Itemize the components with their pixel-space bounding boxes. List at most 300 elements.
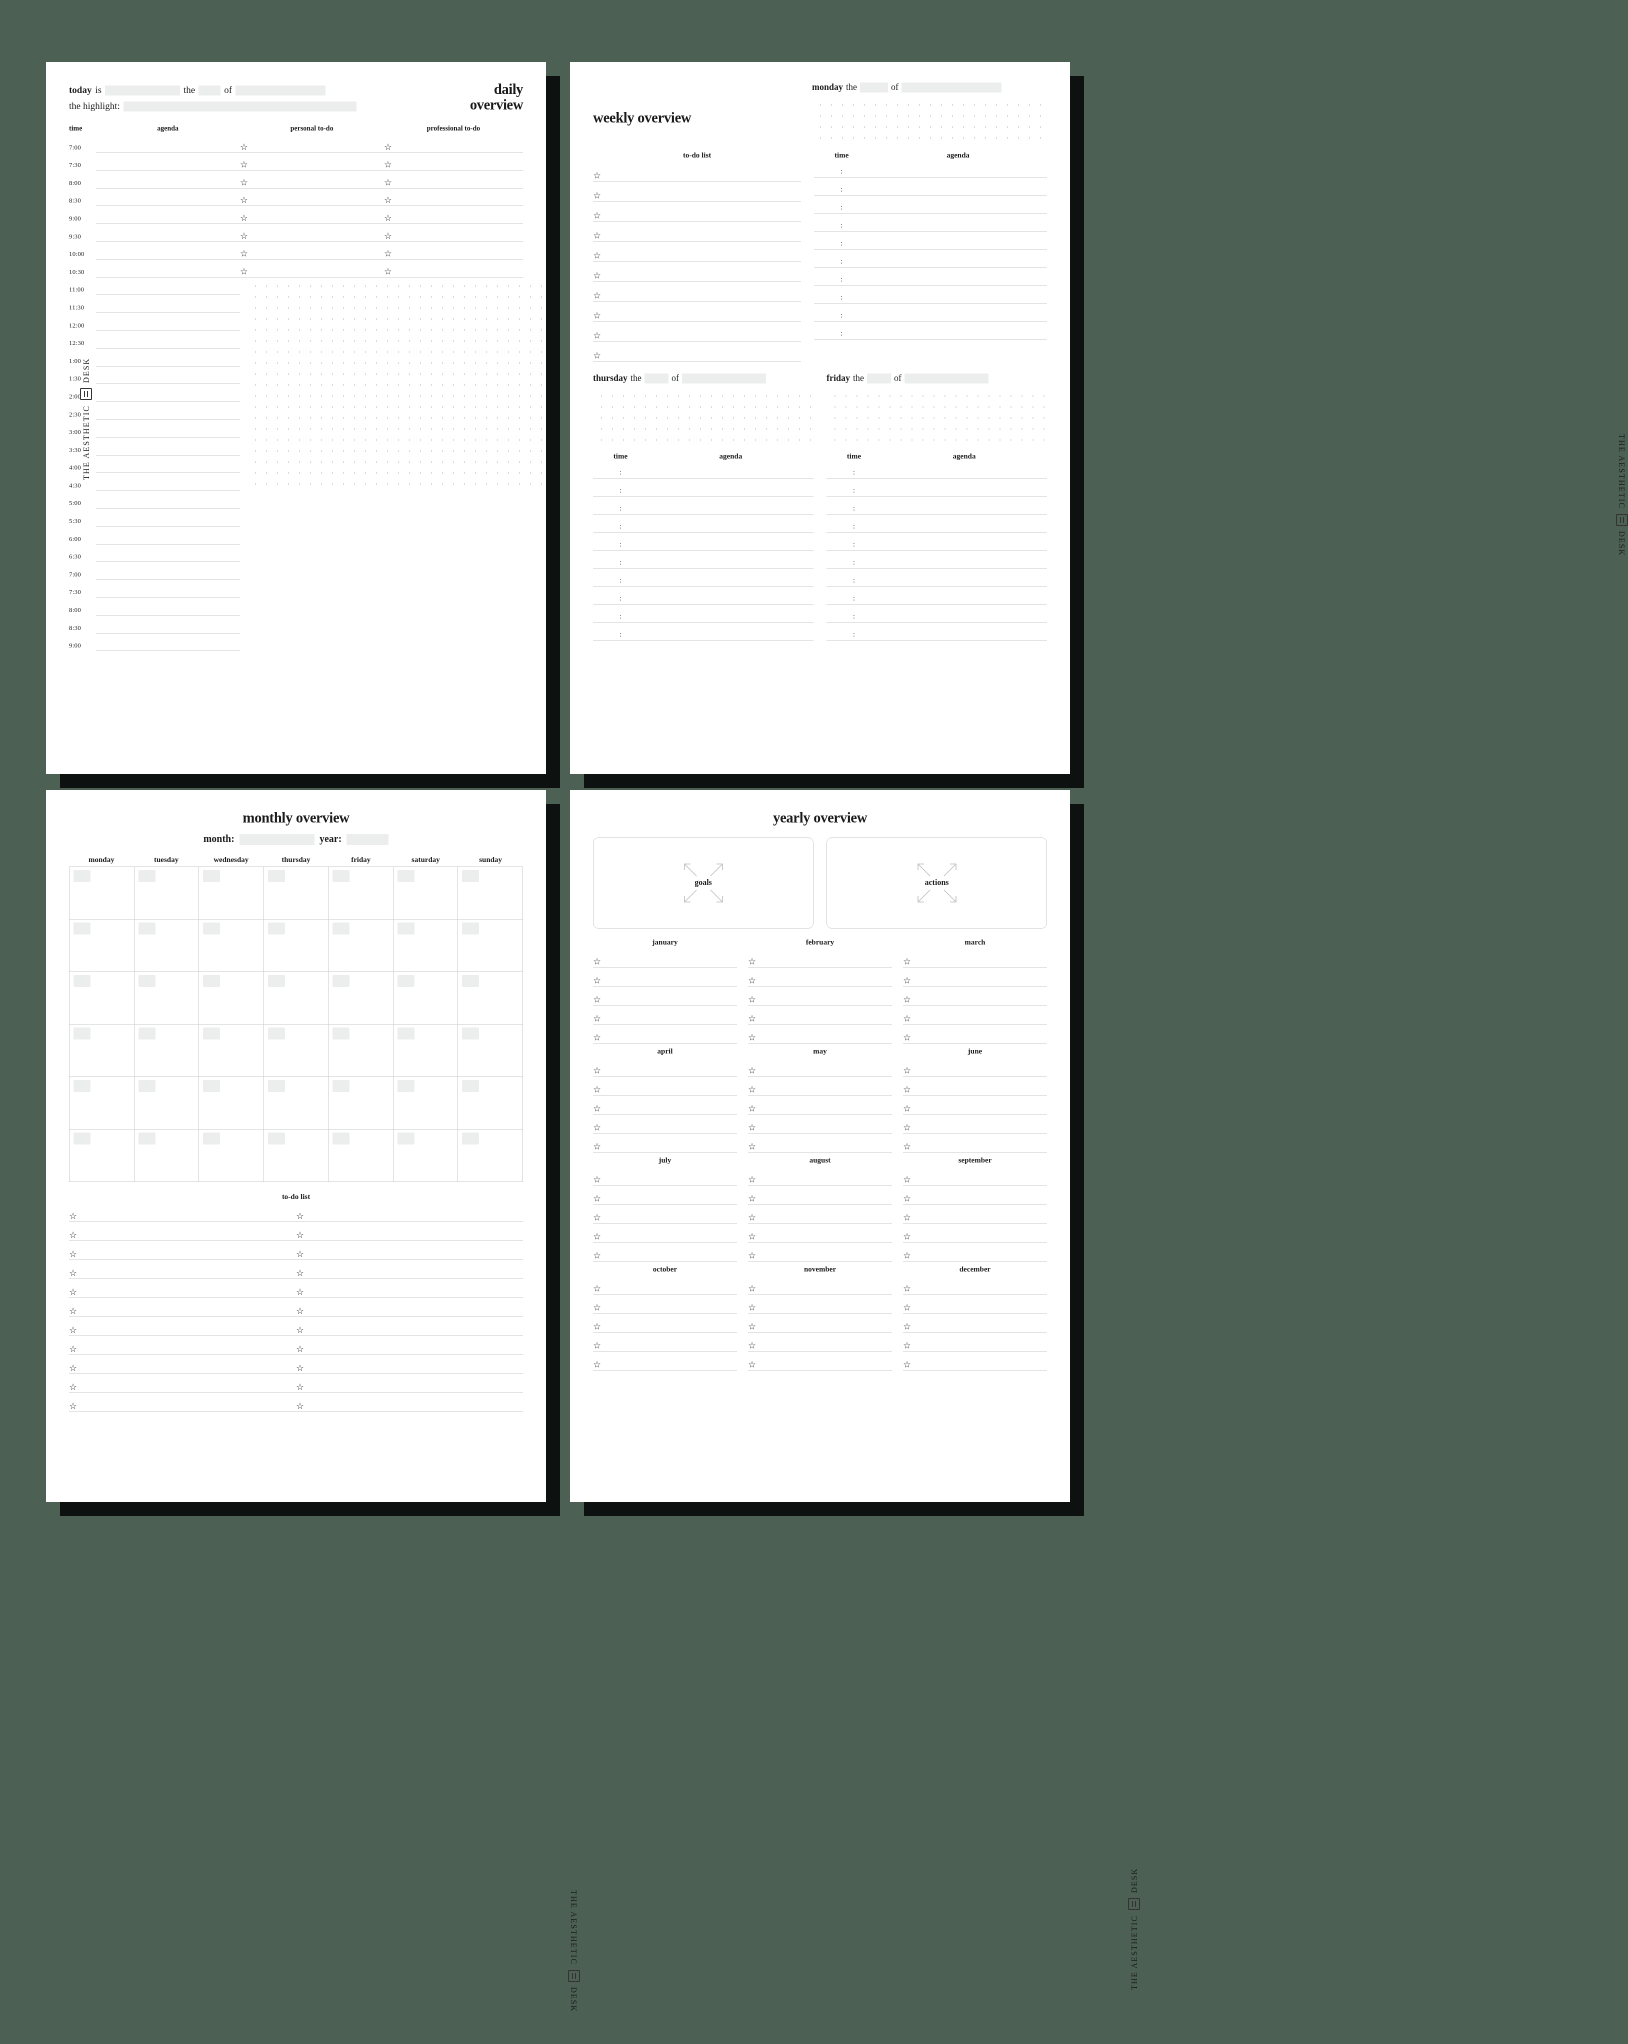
star-icon[interactable]: ☆: [69, 1325, 78, 1335]
calendar-day-cell[interactable]: [199, 1130, 264, 1183]
month-todo-row[interactable]: [593, 949, 737, 968]
weekly-todo-row[interactable]: [593, 342, 801, 362]
day-number-field[interactable]: [397, 870, 414, 882]
agenda-time-field[interactable]: :: [814, 286, 869, 304]
daily-agenda-field[interactable]: [96, 259, 240, 277]
star-icon[interactable]: ☆: [296, 1363, 305, 1373]
calendar-day-cell[interactable]: [264, 920, 329, 973]
star-icon[interactable]: ☆: [903, 1174, 912, 1185]
star-icon[interactable]: ☆: [383, 195, 392, 206]
day-number-field[interactable]: [462, 1133, 479, 1145]
agenda-time-field[interactable]: :: [593, 533, 648, 551]
month-todo-row[interactable]: [593, 968, 737, 987]
personal-todo-row[interactable]: [240, 240, 384, 259]
agenda-time-field[interactable]: :: [814, 322, 869, 340]
calendar-day-cell[interactable]: [134, 1130, 199, 1183]
agenda-time-field[interactable]: :: [814, 232, 869, 250]
star-icon[interactable]: ☆: [239, 177, 248, 188]
star-icon[interactable]: ☆: [903, 1283, 912, 1294]
agenda-text-field[interactable]: [882, 605, 1048, 623]
day-number-field[interactable]: [462, 1080, 479, 1092]
professional-todo-row[interactable]: [384, 240, 523, 259]
star-icon[interactable]: ☆: [748, 1065, 757, 1076]
calendar-day-cell[interactable]: [134, 972, 199, 1025]
day-number-field[interactable]: [268, 1133, 285, 1145]
monthly-todo-row[interactable]: [69, 1317, 296, 1336]
day-number-field[interactable]: [138, 975, 155, 987]
agenda-text-field[interactable]: [882, 623, 1048, 641]
day-number-field[interactable]: [138, 1080, 155, 1092]
star-icon[interactable]: ☆: [748, 1340, 757, 1351]
month-todo-row[interactable]: [903, 1352, 1047, 1371]
calendar-day-cell[interactable]: [329, 1077, 394, 1130]
monthly-todo-row[interactable]: [69, 1355, 296, 1374]
month-todo-row[interactable]: [903, 1276, 1047, 1295]
agenda-time-field[interactable]: :: [593, 569, 648, 587]
day-number-field[interactable]: [138, 870, 155, 882]
professional-todo-row[interactable]: [384, 151, 523, 170]
monthly-todo-row[interactable]: [296, 1203, 523, 1222]
star-icon[interactable]: ☆: [593, 170, 602, 181]
daily-agenda-field[interactable]: [96, 544, 240, 562]
calendar-day-cell[interactable]: [458, 972, 523, 1025]
star-icon[interactable]: ☆: [748, 1013, 757, 1024]
month-todo-row[interactable]: [903, 1077, 1047, 1096]
monthly-todo-row[interactable]: [296, 1222, 523, 1241]
agenda-time-field[interactable]: :: [814, 196, 869, 214]
star-icon[interactable]: ☆: [903, 1013, 912, 1024]
month-todo-row[interactable]: [748, 1134, 892, 1153]
calendar-day-cell[interactable]: [393, 1077, 458, 1130]
day-number-field[interactable]: [397, 1080, 414, 1092]
month-todo-row[interactable]: [903, 987, 1047, 1006]
daily-agenda-field[interactable]: [96, 188, 240, 206]
star-icon[interactable]: ☆: [296, 1211, 305, 1221]
star-icon[interactable]: ☆: [593, 1141, 602, 1152]
star-icon[interactable]: ☆: [748, 1193, 757, 1204]
agenda-text-field[interactable]: [648, 461, 814, 479]
star-icon[interactable]: ☆: [593, 1103, 602, 1114]
personal-todo-row[interactable]: [240, 151, 384, 170]
day-number-field[interactable]: [397, 1133, 414, 1145]
calendar-day-cell[interactable]: [264, 1130, 329, 1183]
month-todo-row[interactable]: [748, 1314, 892, 1333]
month-todo-row[interactable]: [593, 1276, 737, 1295]
month-todo-row[interactable]: [903, 1134, 1047, 1153]
star-icon[interactable]: ☆: [593, 975, 602, 986]
star-icon[interactable]: ☆: [239, 248, 248, 259]
daily-agenda-field[interactable]: [96, 295, 240, 313]
personal-todo-row[interactable]: [240, 222, 384, 241]
weekly-todo-row[interactable]: [593, 302, 801, 322]
star-icon[interactable]: ☆: [239, 195, 248, 206]
calendar-day-cell[interactable]: [70, 920, 135, 973]
agenda-time-field[interactable]: :: [827, 497, 882, 515]
month-todo-row[interactable]: [903, 1224, 1047, 1243]
day-number-field[interactable]: [462, 870, 479, 882]
calendar-day-cell[interactable]: [70, 867, 135, 920]
day-number-field[interactable]: [333, 1028, 350, 1040]
star-icon[interactable]: ☆: [69, 1287, 78, 1297]
star-icon[interactable]: ☆: [69, 1344, 78, 1354]
month-todo-row[interactable]: [903, 1295, 1047, 1314]
day-number-field[interactable]: [203, 1028, 220, 1040]
month-todo-row[interactable]: [748, 1243, 892, 1262]
agenda-text-field[interactable]: [882, 551, 1048, 569]
agenda-time-field[interactable]: :: [593, 623, 648, 641]
thursday-month-field[interactable]: [682, 373, 766, 383]
calendar-day-cell[interactable]: [199, 920, 264, 973]
agenda-text-field[interactable]: [648, 515, 814, 533]
calendar-day-cell[interactable]: [393, 920, 458, 973]
star-icon[interactable]: ☆: [239, 266, 248, 277]
agenda-time-field[interactable]: :: [814, 304, 869, 322]
star-icon[interactable]: ☆: [903, 956, 912, 967]
calendar-day-cell[interactable]: [70, 1077, 135, 1130]
daily-agenda-field[interactable]: [96, 401, 240, 419]
day-number-field[interactable]: [268, 870, 285, 882]
day-number-field[interactable]: [333, 870, 350, 882]
star-icon[interactable]: ☆: [748, 1321, 757, 1332]
agenda-time-field[interactable]: :: [593, 587, 648, 605]
agenda-text-field[interactable]: [869, 178, 1047, 196]
daily-agenda-field[interactable]: [96, 562, 240, 580]
month-todo-row[interactable]: [903, 1058, 1047, 1077]
star-icon[interactable]: ☆: [748, 1174, 757, 1185]
month-todo-row[interactable]: [593, 1096, 737, 1115]
calendar-day-cell[interactable]: [393, 1130, 458, 1183]
professional-todo-row[interactable]: [384, 169, 523, 188]
star-icon[interactable]: ☆: [903, 1321, 912, 1332]
day-number-field[interactable]: [203, 1133, 220, 1145]
calendar-day-cell[interactable]: [264, 972, 329, 1025]
month-todo-row[interactable]: [903, 1006, 1047, 1025]
day-number-field[interactable]: [462, 923, 479, 935]
month-todo-row[interactable]: [748, 949, 892, 968]
month-todo-row[interactable]: [748, 1295, 892, 1314]
star-icon[interactable]: ☆: [903, 994, 912, 1005]
star-icon[interactable]: ☆: [296, 1268, 305, 1278]
personal-todo-row[interactable]: [240, 134, 384, 153]
calendar-day-cell[interactable]: [264, 1025, 329, 1078]
star-icon[interactable]: ☆: [383, 248, 392, 259]
star-icon[interactable]: ☆: [296, 1382, 305, 1392]
star-icon[interactable]: ☆: [593, 290, 602, 301]
day-number-field[interactable]: [268, 923, 285, 935]
agenda-time-field[interactable]: :: [593, 551, 648, 569]
month-todo-row[interactable]: [593, 1314, 737, 1333]
friday-date-field[interactable]: [867, 373, 891, 383]
daily-agenda-field[interactable]: [96, 135, 240, 153]
star-icon[interactable]: ☆: [383, 159, 392, 170]
goals-box[interactable]: [593, 838, 814, 929]
calendar-day-cell[interactable]: [393, 1025, 458, 1078]
star-icon[interactable]: ☆: [296, 1287, 305, 1297]
star-icon[interactable]: ☆: [903, 1340, 912, 1351]
star-icon[interactable]: ☆: [593, 1193, 602, 1204]
monthly-todo-row[interactable]: [69, 1222, 296, 1241]
month-todo-row[interactable]: [748, 987, 892, 1006]
star-icon[interactable]: ☆: [903, 1141, 912, 1152]
calendar-day-cell[interactable]: [264, 1077, 329, 1130]
monthly-todo-row[interactable]: [296, 1298, 523, 1317]
month-todo-row[interactable]: [748, 1006, 892, 1025]
month-todo-row[interactable]: [593, 1025, 737, 1044]
monthly-todo-row[interactable]: [69, 1203, 296, 1222]
star-icon[interactable]: ☆: [593, 190, 602, 201]
star-icon[interactable]: ☆: [593, 1283, 602, 1294]
agenda-time-field[interactable]: :: [827, 569, 882, 587]
agenda-text-field[interactable]: [648, 533, 814, 551]
star-icon[interactable]: ☆: [593, 1065, 602, 1076]
star-icon[interactable]: ☆: [593, 230, 602, 241]
month-todo-row[interactable]: [903, 1186, 1047, 1205]
day-number-field[interactable]: [74, 870, 91, 882]
day-number-field[interactable]: [333, 923, 350, 935]
day-number-field[interactable]: [203, 975, 220, 987]
monthly-todo-row[interactable]: [296, 1374, 523, 1393]
day-number-field[interactable]: [138, 1133, 155, 1145]
calendar-day-cell[interactable]: [70, 1025, 135, 1078]
agenda-text-field[interactable]: [648, 623, 814, 641]
agenda-text-field[interactable]: [869, 304, 1047, 322]
agenda-text-field[interactable]: [648, 479, 814, 497]
star-icon[interactable]: ☆: [748, 1141, 757, 1152]
star-icon[interactable]: ☆: [748, 1122, 757, 1133]
day-number-field[interactable]: [203, 923, 220, 935]
agenda-text-field[interactable]: [648, 551, 814, 569]
star-icon[interactable]: ☆: [593, 270, 602, 281]
agenda-text-field[interactable]: [882, 497, 1048, 515]
daily-agenda-field[interactable]: [96, 615, 240, 633]
star-icon[interactable]: ☆: [383, 212, 392, 223]
friday-dot-area[interactable]: [827, 388, 1048, 448]
agenda-time-field[interactable]: :: [814, 268, 869, 286]
star-icon[interactable]: ☆: [593, 210, 602, 221]
star-icon[interactable]: ☆: [748, 1250, 757, 1261]
agenda-text-field[interactable]: [648, 605, 814, 623]
personal-todo-row[interactable]: [240, 205, 384, 224]
agenda-time-field[interactable]: :: [593, 479, 648, 497]
agenda-time-field[interactable]: :: [593, 497, 648, 515]
month-todo-row[interactable]: [593, 1134, 737, 1153]
agenda-text-field[interactable]: [869, 286, 1047, 304]
daily-agenda-field[interactable]: [96, 437, 240, 455]
star-icon[interactable]: ☆: [593, 350, 602, 361]
day-number-field[interactable]: [74, 975, 91, 987]
calendar-day-cell[interactable]: [134, 920, 199, 973]
daily-agenda-field[interactable]: [96, 277, 240, 295]
calendar-day-cell[interactable]: [329, 1130, 394, 1183]
star-icon[interactable]: ☆: [903, 1359, 912, 1370]
calendar-day-cell[interactable]: [264, 867, 329, 920]
star-icon[interactable]: ☆: [383, 230, 392, 241]
weekly-todo-row[interactable]: [593, 222, 801, 242]
month-todo-row[interactable]: [593, 1224, 737, 1243]
agenda-text-field[interactable]: [882, 515, 1048, 533]
month-todo-row[interactable]: [593, 1077, 737, 1096]
monthly-todo-row[interactable]: [69, 1336, 296, 1355]
month-todo-row[interactable]: [593, 1352, 737, 1371]
monthly-todo-row[interactable]: [296, 1355, 523, 1374]
day-number-field[interactable]: [397, 975, 414, 987]
day-number-field[interactable]: [397, 1028, 414, 1040]
daily-agenda-field[interactable]: [96, 508, 240, 526]
star-icon[interactable]: ☆: [903, 1122, 912, 1133]
month-todo-row[interactable]: [593, 1167, 737, 1186]
month-todo-row[interactable]: [903, 1115, 1047, 1134]
month-todo-row[interactable]: [593, 1115, 737, 1134]
calendar-day-cell[interactable]: [329, 920, 394, 973]
day-number-field[interactable]: [397, 923, 414, 935]
star-icon[interactable]: ☆: [593, 1359, 602, 1370]
monthly-todo-row[interactable]: [296, 1279, 523, 1298]
star-icon[interactable]: ☆: [69, 1401, 78, 1411]
month-todo-row[interactable]: [748, 1352, 892, 1371]
day-number-field[interactable]: [74, 1133, 91, 1145]
weekly-todo-row[interactable]: [593, 202, 801, 222]
agenda-text-field[interactable]: [882, 461, 1048, 479]
monthly-todo-row[interactable]: [296, 1241, 523, 1260]
star-icon[interactable]: ☆: [748, 994, 757, 1005]
year-field[interactable]: [347, 834, 389, 845]
daily-agenda-field[interactable]: [96, 473, 240, 491]
month-todo-row[interactable]: [903, 1333, 1047, 1352]
star-icon[interactable]: ☆: [383, 141, 392, 152]
daily-agenda-field[interactable]: [96, 455, 240, 473]
calendar-day-cell[interactable]: [458, 1130, 523, 1183]
agenda-text-field[interactable]: [882, 479, 1048, 497]
monthly-todo-row[interactable]: [296, 1393, 523, 1412]
calendar-day-cell[interactable]: [393, 972, 458, 1025]
today-weekday-field[interactable]: [105, 86, 180, 96]
agenda-time-field[interactable]: :: [814, 250, 869, 268]
star-icon[interactable]: ☆: [748, 956, 757, 967]
day-number-field[interactable]: [462, 975, 479, 987]
day-number-field[interactable]: [333, 1133, 350, 1145]
star-icon[interactable]: ☆: [69, 1306, 78, 1316]
star-icon[interactable]: ☆: [69, 1249, 78, 1259]
daily-agenda-field[interactable]: [96, 223, 240, 241]
daily-agenda-field[interactable]: [96, 526, 240, 544]
daily-agenda-field[interactable]: [96, 579, 240, 597]
calendar-day-cell[interactable]: [458, 920, 523, 973]
agenda-time-field[interactable]: :: [827, 479, 882, 497]
month-todo-row[interactable]: [748, 1333, 892, 1352]
star-icon[interactable]: ☆: [239, 212, 248, 223]
calendar-day-cell[interactable]: [134, 867, 199, 920]
weekly-todo-row[interactable]: [593, 262, 801, 282]
star-icon[interactable]: ☆: [296, 1344, 305, 1354]
star-icon[interactable]: ☆: [903, 1032, 912, 1043]
professional-todo-row[interactable]: [384, 205, 523, 224]
calendar-day-cell[interactable]: [329, 1025, 394, 1078]
monday-date-field[interactable]: [860, 82, 888, 92]
professional-todo-row[interactable]: [384, 187, 523, 206]
weekly-todo-row[interactable]: [593, 322, 801, 342]
star-icon[interactable]: ☆: [239, 230, 248, 241]
star-icon[interactable]: ☆: [903, 1103, 912, 1114]
star-icon[interactable]: ☆: [69, 1230, 78, 1240]
month-todo-row[interactable]: [593, 1205, 737, 1224]
agenda-time-field[interactable]: :: [827, 605, 882, 623]
month-todo-row[interactable]: [903, 1025, 1047, 1044]
daily-agenda-field[interactable]: [96, 206, 240, 224]
daily-agenda-field[interactable]: [96, 330, 240, 348]
daily-agenda-field[interactable]: [96, 152, 240, 170]
star-icon[interactable]: ☆: [748, 1302, 757, 1313]
month-todo-row[interactable]: [593, 1006, 737, 1025]
star-icon[interactable]: ☆: [593, 1122, 602, 1133]
star-icon[interactable]: ☆: [748, 1103, 757, 1114]
professional-todo-row[interactable]: [384, 258, 523, 277]
star-icon[interactable]: ☆: [748, 975, 757, 986]
monthly-todo-row[interactable]: [296, 1317, 523, 1336]
monthly-todo-row[interactable]: [69, 1279, 296, 1298]
agenda-text-field[interactable]: [648, 497, 814, 515]
calendar-day-cell[interactable]: [199, 1077, 264, 1130]
star-icon[interactable]: ☆: [593, 1013, 602, 1024]
agenda-time-field[interactable]: :: [827, 515, 882, 533]
daily-agenda-field[interactable]: [96, 348, 240, 366]
agenda-text-field[interactable]: [648, 587, 814, 605]
agenda-time-field[interactable]: :: [593, 605, 648, 623]
daily-agenda-field[interactable]: [96, 170, 240, 188]
agenda-text-field[interactable]: [648, 569, 814, 587]
weekly-todo-row[interactable]: [593, 242, 801, 262]
month-todo-row[interactable]: [748, 1186, 892, 1205]
weekly-todo-row[interactable]: [593, 162, 801, 182]
agenda-time-field[interactable]: :: [827, 587, 882, 605]
star-icon[interactable]: ☆: [748, 1212, 757, 1223]
month-todo-row[interactable]: [748, 968, 892, 987]
month-todo-row[interactable]: [903, 1167, 1047, 1186]
month-todo-row[interactable]: [593, 987, 737, 1006]
agenda-text-field[interactable]: [882, 569, 1048, 587]
month-todo-row[interactable]: [903, 1096, 1047, 1115]
star-icon[interactable]: ☆: [593, 1340, 602, 1351]
day-number-field[interactable]: [462, 1028, 479, 1040]
star-icon[interactable]: ☆: [69, 1268, 78, 1278]
friday-month-field[interactable]: [905, 373, 989, 383]
month-todo-row[interactable]: [748, 1025, 892, 1044]
star-icon[interactable]: ☆: [593, 956, 602, 967]
month-todo-row[interactable]: [748, 1077, 892, 1096]
star-icon[interactable]: ☆: [69, 1363, 78, 1373]
agenda-time-field[interactable]: :: [814, 214, 869, 232]
monthly-todo-row[interactable]: [69, 1260, 296, 1279]
day-number-field[interactable]: [333, 1080, 350, 1092]
agenda-text-field[interactable]: [869, 160, 1047, 178]
star-icon[interactable]: ☆: [593, 1032, 602, 1043]
agenda-time-field[interactable]: :: [827, 623, 882, 641]
month-field[interactable]: [239, 834, 314, 845]
calendar-day-cell[interactable]: [458, 1025, 523, 1078]
month-todo-row[interactable]: [748, 1096, 892, 1115]
month-todo-row[interactable]: [593, 1333, 737, 1352]
daily-agenda-field[interactable]: [96, 241, 240, 259]
month-todo-row[interactable]: [903, 968, 1047, 987]
day-number-field[interactable]: [138, 923, 155, 935]
star-icon[interactable]: ☆: [903, 1250, 912, 1261]
day-number-field[interactable]: [203, 1080, 220, 1092]
daily-agenda-field[interactable]: [96, 419, 240, 437]
month-todo-row[interactable]: [748, 1224, 892, 1243]
actions-box[interactable]: [827, 838, 1048, 929]
agenda-text-field[interactable]: [869, 268, 1047, 286]
day-number-field[interactable]: [333, 975, 350, 987]
month-todo-row[interactable]: [593, 1295, 737, 1314]
